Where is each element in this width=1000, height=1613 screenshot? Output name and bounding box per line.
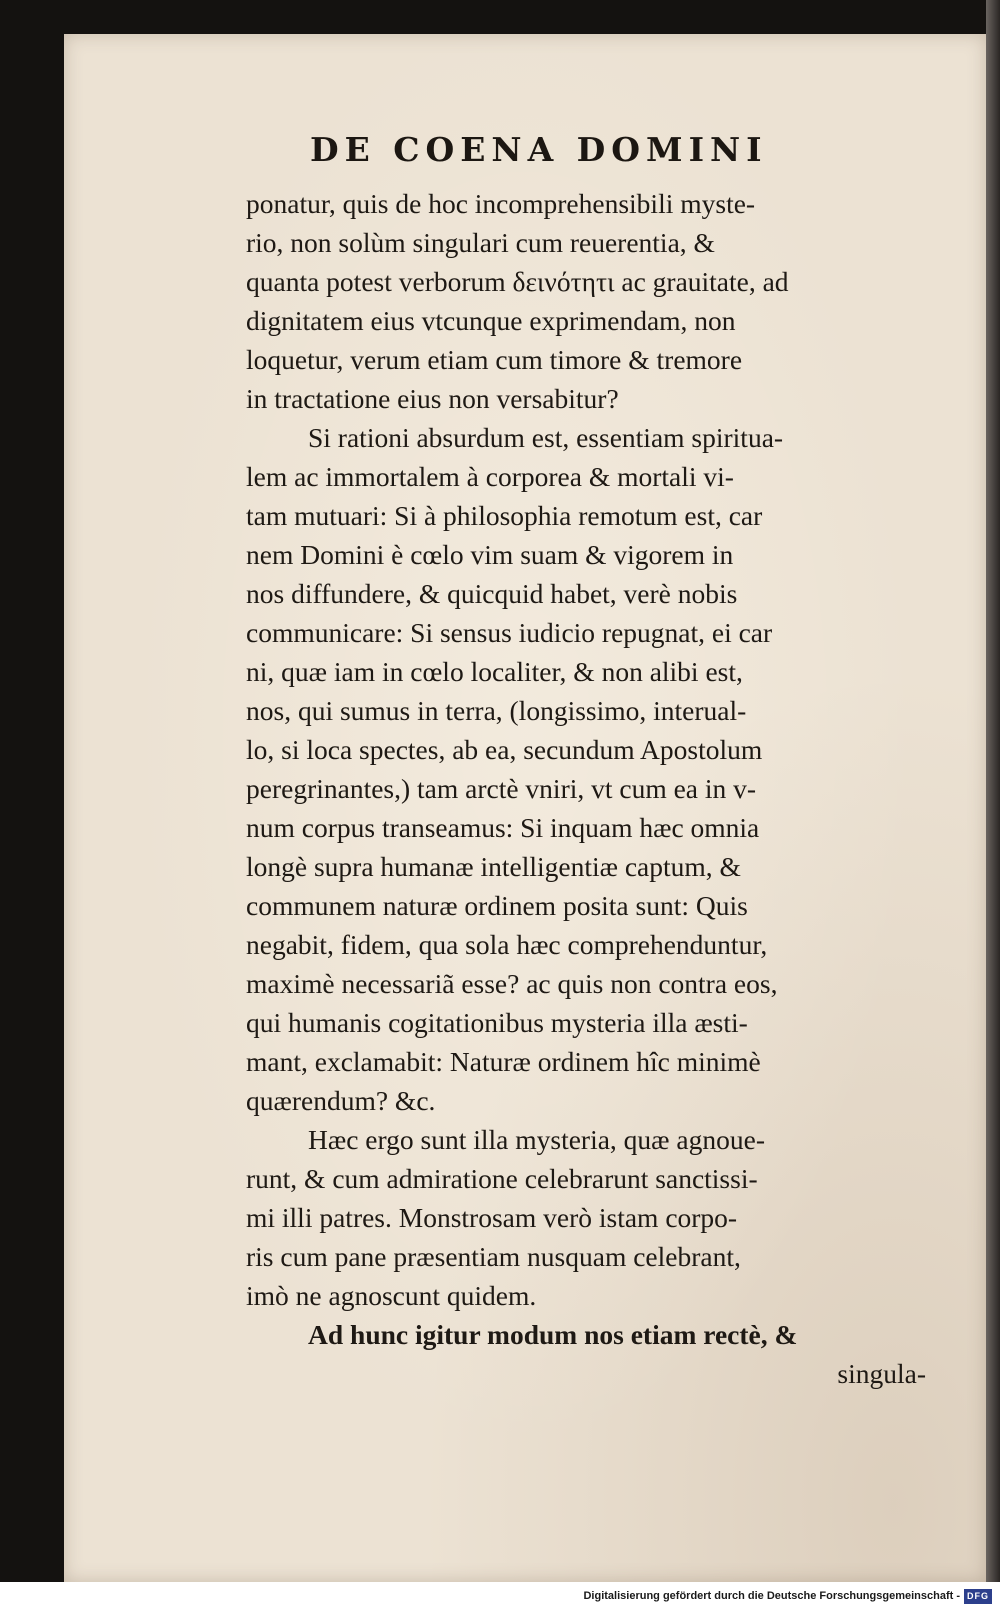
text-line: Ad hunc igitur modum nos etiam rectè, & (308, 1319, 798, 1350)
text-line: quanta potest verborum δεινότητι ac grauitate, ad (246, 266, 789, 297)
text-line: quærendum? &c. (246, 1085, 436, 1116)
text-line: communicare: Si sensus iudicio repugnat, ei car (246, 617, 773, 648)
text-line: mi illi patres. Monstrosam verò istam corpo- (246, 1202, 738, 1233)
page-edge (986, 0, 1000, 1582)
text-line: nos, qui sumus in terra, (longissimo, interual- (246, 695, 747, 726)
text-line: peregrinantes,) tam arctè vniri, vt cum ea in v- (246, 773, 757, 804)
dfg-logo-icon: DFG (964, 1589, 992, 1604)
text-line: negabit, fidem, qua sola hæc comprehenduntur, (246, 929, 768, 960)
text-line: lo, si loca spectes, ab ea, secundum Apostolum (246, 734, 763, 765)
text-line: imò ne agnoscunt quidem. (246, 1280, 537, 1311)
footer-bar (0, 1582, 1000, 1613)
text-line: lem ac immortalem à corporea & mortali vi- (246, 461, 734, 492)
text-line: qui humanis cogitationibus mysteria illa æsti- (246, 1007, 748, 1038)
text-line: longè supra humanæ intelligentiæ captum, & (246, 851, 741, 882)
text-line: ponatur, quis de hoc incomprehensibili myste- (246, 188, 756, 219)
text-line: communem naturæ ordinem posita sunt: Quis (246, 890, 748, 921)
text-line: nos diffundere, & quicquid habet, verè nobis (246, 578, 738, 609)
running-head: DE COENA DOMINI (310, 130, 768, 169)
text-line: Hæc ergo sunt illa mysteria, quæ agnoue- (308, 1124, 765, 1155)
catchword: singula- (837, 1358, 926, 1389)
text-line: rio, non solùm singulari cum reuerentia, & (246, 227, 715, 258)
text-line: ni, quæ iam in cœlo localiter, & non alibi est, (246, 656, 743, 687)
text-line: maximè necessariã esse? ac quis non contra eos, (246, 968, 778, 999)
text-line: runt, & cum admiratione celebrarunt sanctissi- (246, 1163, 758, 1194)
text-line: num corpus transeamus: Si inquam hæc omnia (246, 812, 760, 843)
text-line: dignitatem eius vtcunque exprimendam, non (246, 305, 736, 336)
text-line: nem Domini è cœlo vim suam & vigorem in (246, 539, 734, 570)
funding-credit: Digitalisierung gefördert durch die Deutsche Forschungsgemeinschaft - (583, 1590, 960, 1602)
text-line: in tractatione eius non versabitur? (246, 383, 619, 414)
text-line: mant, exclamabit: Naturæ ordinem hîc minimè (246, 1046, 761, 1077)
body-text (246, 184, 936, 1393)
text-line: ris cum pane præsentiam nusquam celebrant, (246, 1241, 741, 1272)
text-line: tam mutuari: Si à philosophia remotum est, car (246, 500, 763, 531)
text-line: loquetur, verum etiam cum timore & tremore (246, 344, 743, 375)
text-line: Si rationi absurdum est, essentiam spiritua- (308, 422, 784, 453)
